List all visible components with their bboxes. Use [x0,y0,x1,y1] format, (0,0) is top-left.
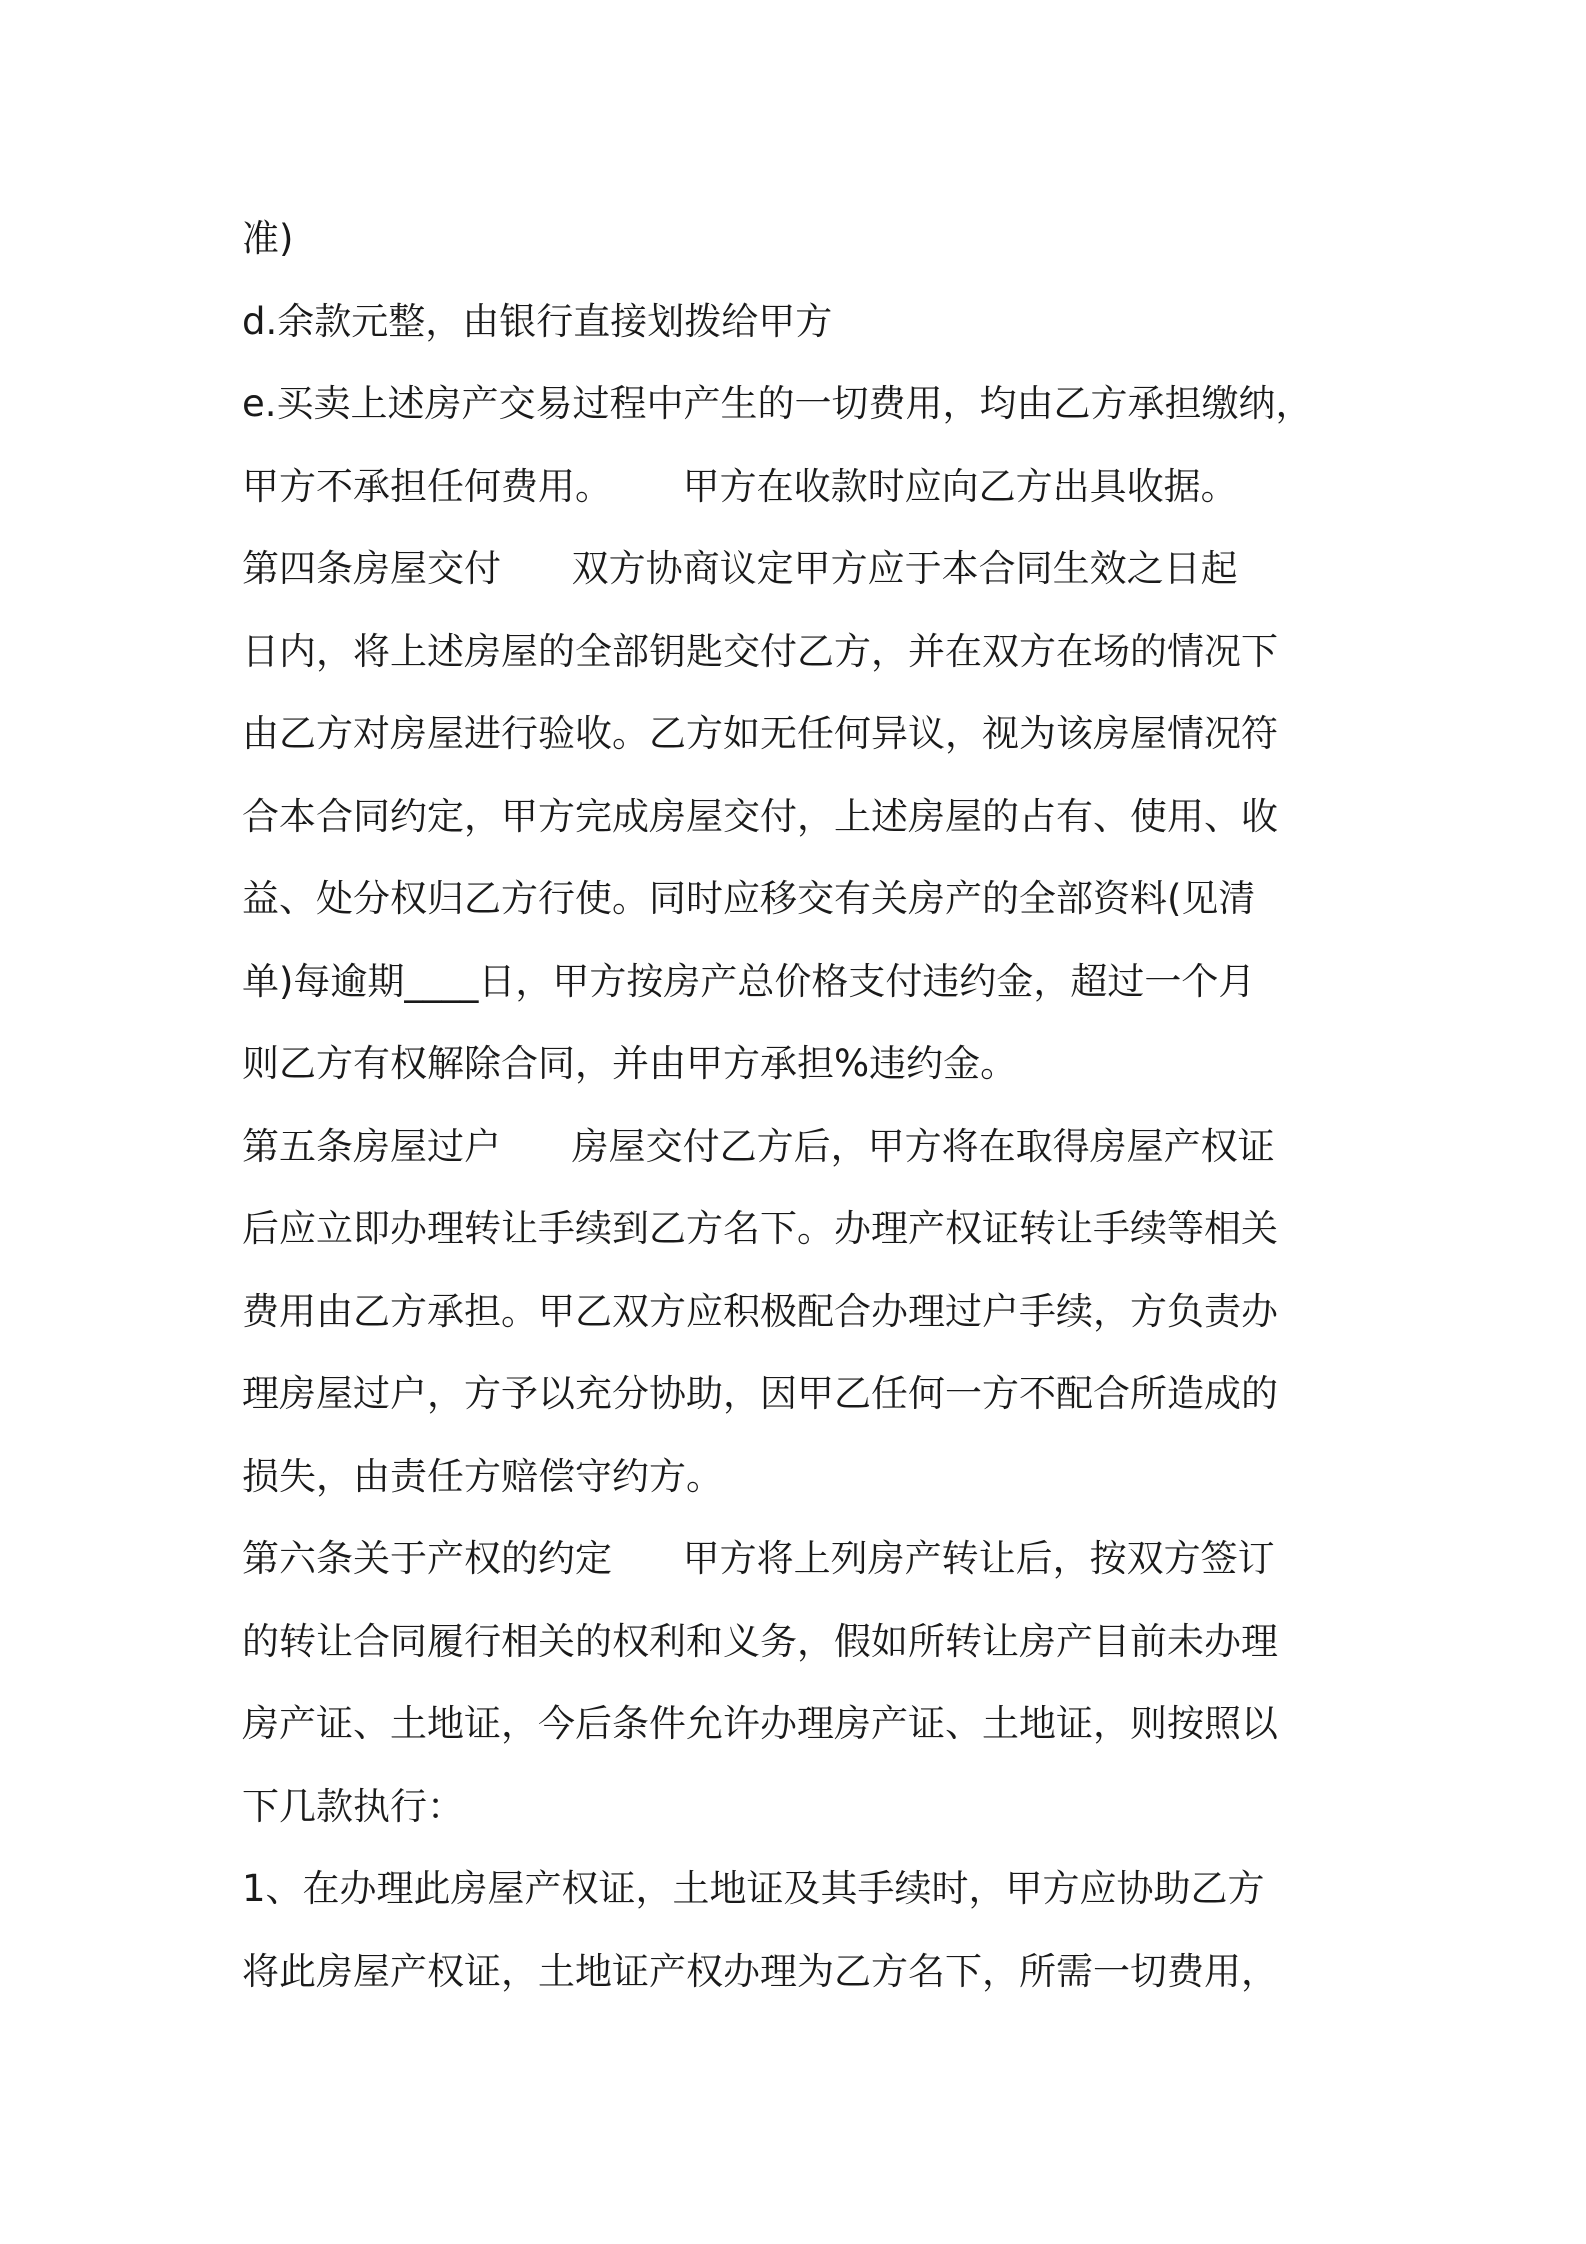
text-line: e.买卖上述房产交易过程中产生的一切费用，均由乙方承担缴纳， [242,382,1313,425]
text-line: 费用由乙方承担。甲乙双方应积极配合办理过户手续，方负责办 [242,1289,1278,1333]
text-line: 理房屋过户，方予以充分协助，因甲乙任何一方不配合所造成的 [242,1372,1278,1415]
list-item-1-line: 1、在办理此房屋产权证，土地证及其手续时，甲方应协助乙方 [242,1867,1265,1910]
text-line: 将此房屋产权证，土地证产权办理为乙方名下，所需一切费用， [242,1949,1278,1993]
text-line: d.余款元整，由银行直接划拨给甲方 [242,299,833,343]
text-line: 单)每逾期____日，甲方按房产总价格支付违约金，超过一个月 [242,959,1256,1003]
article-5-heading-line: 第五条房屋过户 房屋交付乙方后，甲方将在取得房屋产权证 [242,1124,1275,1168]
text-line: 益、处分权归乙方行使。同时应移交有关房产的全部资料(见清 [242,877,1256,920]
article-4-heading-line: 第四条房屋交付 双方协商议定甲方应于本合同生效之日起 [242,547,1238,590]
text-line: 则乙方有权解除合同，并由甲方承担%违约金。 [242,1042,1018,1085]
text-line: 下几款执行： [242,1784,464,1828]
text-line: 日内，将上述房屋的全部钥匙交付乙方，并在双方在场的情况下 [242,629,1278,673]
text-line: 由乙方对房屋进行验收。乙方如无任何异议，视为该房屋情况符 [242,712,1278,755]
text-line: 的转让合同履行相关的权利和义务，假如所转让房产目前未办理 [242,1619,1278,1663]
text-line: 房产证、土地证，今后条件允许办理房产证、土地证，则按照以 [242,1702,1278,1745]
text-line: 甲方不承担任何费用。 甲方在收款时应向乙方出具收据。 [242,464,1238,508]
text-line: 合本合同约定，甲方完成房屋交付，上述房屋的占有、使用、收 [242,794,1278,838]
contract-text-body [242,198,1372,2013]
article-6-heading-line: 第六条关于产权的约定 甲方将上列房产转让后，按双方签订 [242,1537,1275,1580]
text-line: 损失，由责任方赔偿守约方。 [242,1454,723,1498]
text-line: 后应立即办理转让手续到乙方名下。办理产权证转让手续等相关 [242,1207,1278,1250]
text-line: 准) [242,217,294,260]
